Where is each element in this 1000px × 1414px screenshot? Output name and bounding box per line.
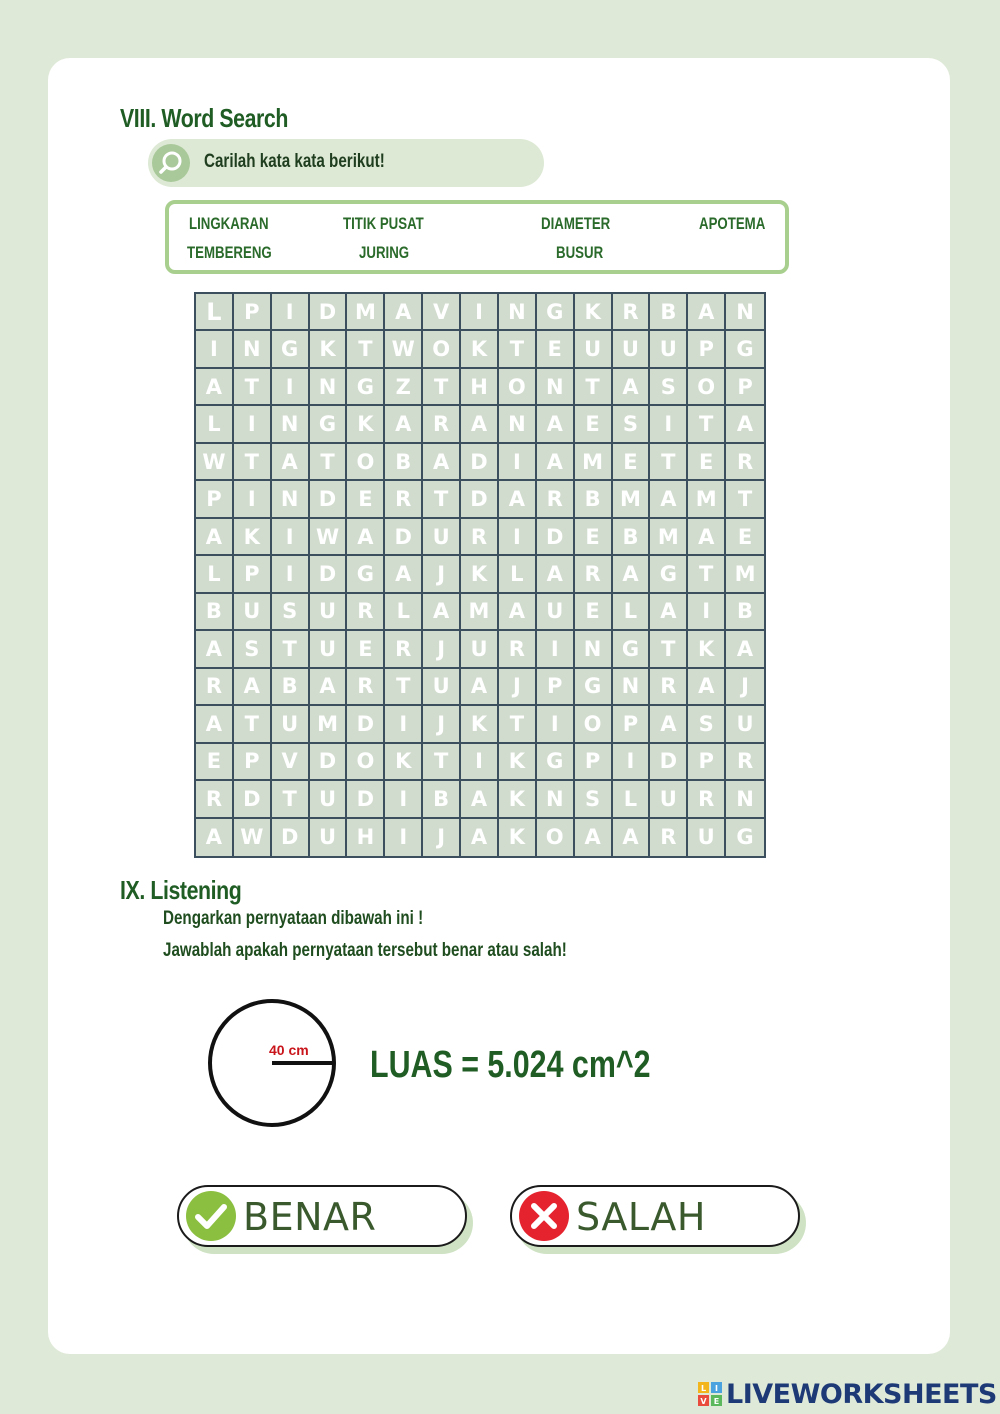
grid-cell[interactable]: N (499, 294, 537, 331)
grid-cell[interactable]: E (688, 444, 726, 481)
grid-cell[interactable]: Z (385, 369, 423, 406)
grid-cell[interactable]: T (423, 369, 461, 406)
benar-label: BENAR (243, 1195, 377, 1239)
grid-cell[interactable]: T (650, 444, 688, 481)
grid-cell[interactable]: G (272, 331, 310, 368)
grid-cell[interactable]: S (613, 406, 651, 443)
grid-cell[interactable]: J (726, 669, 764, 706)
grid-cell[interactable]: A (726, 406, 764, 443)
grid-cell[interactable]: G (347, 556, 385, 593)
grid-cell[interactable]: R (726, 744, 764, 781)
grid-cell[interactable]: D (650, 744, 688, 781)
grid-cell[interactable]: I (613, 744, 651, 781)
grid-cell[interactable]: R (537, 481, 575, 518)
grid-cell[interactable]: T (499, 331, 537, 368)
grid-cell[interactable]: D (310, 744, 348, 781)
instruction-text: Carilah kata kata berikut! (204, 151, 385, 172)
grid-cell[interactable]: M (613, 481, 651, 518)
grid-cell[interactable]: A (613, 556, 651, 593)
grid-cell[interactable]: R (575, 556, 613, 593)
grid-cell[interactable]: G (537, 744, 575, 781)
grid-cell[interactable]: K (499, 819, 537, 856)
grid-cell[interactable]: R (650, 669, 688, 706)
grid-cell[interactable]: A (650, 706, 688, 743)
grid-cell[interactable]: A (499, 594, 537, 631)
grid-cell[interactable]: O (537, 819, 575, 856)
grid-cell[interactable]: A (423, 594, 461, 631)
grid-cell[interactable]: A (461, 781, 499, 818)
grid-cell[interactable]: U (575, 331, 613, 368)
check-icon (185, 1190, 237, 1242)
logo-letter: V (700, 1397, 707, 1406)
grid-cell[interactable]: S (272, 594, 310, 631)
word-item: TEMBERENG (187, 243, 272, 262)
grid-cell[interactable]: I (234, 406, 272, 443)
grid-cell[interactable]: U (650, 781, 688, 818)
grid-cell[interactable]: U (310, 819, 348, 856)
salah-button[interactable] (510, 1185, 800, 1247)
grid-cell[interactable]: N (575, 631, 613, 668)
grid-cell[interactable]: U (310, 594, 348, 631)
grid-cell[interactable]: L (196, 294, 234, 331)
grid-cell[interactable]: H (347, 819, 385, 856)
grid-cell[interactable]: G (575, 669, 613, 706)
grid-cell[interactable]: M (726, 556, 764, 593)
grid-cell[interactable]: J (423, 631, 461, 668)
grid-cell[interactable]: R (726, 444, 764, 481)
instruction-pill (148, 139, 544, 187)
grid-cell[interactable]: P (575, 744, 613, 781)
grid-cell[interactable]: E (347, 481, 385, 518)
grid-cell[interactable]: A (347, 519, 385, 556)
grid-cell[interactable]: P (613, 706, 651, 743)
benar-button[interactable] (177, 1185, 467, 1247)
word-item: JURING (359, 243, 410, 262)
grid-cell[interactable]: B (650, 294, 688, 331)
grid-cell[interactable]: R (385, 631, 423, 668)
grid-cell[interactable]: A (234, 669, 272, 706)
grid-cell[interactable]: K (499, 744, 537, 781)
grid-cell[interactable]: N (499, 406, 537, 443)
grid-cell[interactable]: J (423, 706, 461, 743)
grid-cell[interactable]: A (385, 294, 423, 331)
grid-cell[interactable]: E (575, 594, 613, 631)
grid-cell[interactable]: T (385, 669, 423, 706)
listening-title: IX. Listening (120, 875, 242, 905)
grid-cell[interactable]: A (385, 556, 423, 593)
grid-cell[interactable]: S (650, 369, 688, 406)
grid-cell[interactable]: L (499, 556, 537, 593)
grid-cell[interactable]: I (537, 706, 575, 743)
grid-cell[interactable]: I (499, 519, 537, 556)
grid-cell[interactable]: D (310, 556, 348, 593)
grid-cell[interactable]: P (726, 369, 764, 406)
grid-cell[interactable]: T (688, 406, 726, 443)
grid-cell[interactable]: S (234, 631, 272, 668)
search-icon (152, 144, 190, 182)
grid-cell[interactable]: I (234, 481, 272, 518)
liveworksheets-logo[interactable] (698, 1378, 997, 1410)
grid-cell[interactable]: U (461, 631, 499, 668)
grid-cell[interactable]: N (726, 781, 764, 818)
grid-cell[interactable]: B (726, 594, 764, 631)
grid-cell[interactable]: U (423, 669, 461, 706)
grid-cell[interactable]: P (688, 331, 726, 368)
liveworksheets-logo-icon (698, 1382, 722, 1406)
grid-cell[interactable]: G (537, 294, 575, 331)
grid-cell[interactable]: S (688, 706, 726, 743)
grid-cell[interactable]: P (196, 481, 234, 518)
grid-cell[interactable]: G (310, 406, 348, 443)
grid-cell[interactable]: L (613, 781, 651, 818)
logo-letter: I (715, 1384, 718, 1393)
word-item: DIAMETER (541, 214, 611, 233)
grid-cell[interactable]: G (347, 369, 385, 406)
grid-cell[interactable]: U (272, 706, 310, 743)
grid-cell[interactable]: U (310, 631, 348, 668)
grid-cell[interactable]: D (272, 819, 310, 856)
grid-cell[interactable]: I (385, 819, 423, 856)
grid-cell[interactable]: N (310, 369, 348, 406)
grid-cell[interactable]: K (347, 406, 385, 443)
grid-cell[interactable]: K (310, 331, 348, 368)
grid-cell[interactable]: B (196, 594, 234, 631)
grid-cell[interactable]: U (537, 594, 575, 631)
grid-cell[interactable]: A (196, 369, 234, 406)
grid-cell[interactable]: U (423, 519, 461, 556)
grid-cell[interactable]: G (613, 631, 651, 668)
grid-cell[interactable]: A (537, 406, 575, 443)
grid-cell[interactable]: E (726, 519, 764, 556)
grid-cell[interactable]: G (736, 825, 754, 850)
grid-cell[interactable]: T (234, 706, 272, 743)
radius-label: 40 cm (269, 1042, 309, 1058)
grid-cell[interactable]: U (613, 331, 651, 368)
grid-cell[interactable]: A (196, 519, 234, 556)
grid-cell[interactable]: E (613, 444, 651, 481)
grid-cell[interactable]: A (272, 444, 310, 481)
word-list-box (165, 200, 789, 274)
grid-cell[interactable]: D (461, 444, 499, 481)
grid-cell[interactable]: R (461, 519, 499, 556)
grid-cell[interactable]: N (272, 406, 310, 443)
word-item: TITIK PUSAT (343, 214, 424, 233)
grid-cell[interactable]: I (650, 406, 688, 443)
grid-cell[interactable]: N (613, 669, 651, 706)
grid-cell[interactable]: S (575, 781, 613, 818)
grid-cell[interactable]: W (385, 331, 423, 368)
grid-cell[interactable]: D (310, 481, 348, 518)
grid-cell[interactable]: A (726, 631, 764, 668)
grid-cell[interactable]: J (423, 556, 461, 593)
grid-cell[interactable]: P (234, 294, 272, 331)
grid-cell[interactable]: A (385, 406, 423, 443)
grid-cell[interactable]: I (272, 369, 310, 406)
grid-cell[interactable]: P (537, 669, 575, 706)
grid-cell[interactable]: B (575, 481, 613, 518)
grid-cell[interactable]: U (650, 331, 688, 368)
grid-cell[interactable]: V (272, 744, 310, 781)
grid-cell[interactable]: M (575, 444, 613, 481)
grid-cell[interactable]: A (650, 594, 688, 631)
grid-cell[interactable]: T (423, 481, 461, 518)
grid-cell[interactable]: B (385, 444, 423, 481)
grid-cell[interactable]: O (423, 331, 461, 368)
grid-cell[interactable]: O (347, 744, 385, 781)
grid-cell[interactable]: L (196, 556, 234, 593)
grid-cell[interactable]: T (272, 781, 310, 818)
grid-cell[interactable]: K (461, 706, 499, 743)
grid-cell[interactable]: A (196, 819, 234, 856)
grid-cell[interactable]: M (347, 294, 385, 331)
grid-cell[interactable]: B (613, 519, 651, 556)
grid-cell[interactable]: O (688, 369, 726, 406)
grid-cell[interactable]: T (347, 331, 385, 368)
grid-cell[interactable]: D (310, 294, 348, 331)
grid-cell[interactable]: A (423, 444, 461, 481)
grid-cell[interactable]: N (234, 331, 272, 368)
grid-cell[interactable]: T (234, 369, 272, 406)
grid-cell[interactable]: I (385, 781, 423, 818)
grid-cell[interactable]: I (461, 294, 499, 331)
grid-cell[interactable]: N (726, 294, 764, 331)
circle-diagram (205, 996, 345, 1132)
grid-cell[interactable]: B (272, 669, 310, 706)
grid-cell[interactable]: W (310, 519, 348, 556)
cross-icon (518, 1190, 570, 1242)
grid-cell[interactable]: R (613, 294, 651, 331)
grid-cell[interactable]: T (310, 444, 348, 481)
grid-cell[interactable]: A (310, 669, 348, 706)
grid-cell[interactable]: T (650, 631, 688, 668)
listening-instruction-1: Dengarkan pernyataan dibawah ini ! (163, 908, 424, 929)
grid-cell[interactable]: G (650, 556, 688, 593)
grid-cell[interactable]: O (499, 369, 537, 406)
grid-cell[interactable]: I (688, 594, 726, 631)
grid-cell[interactable]: K (499, 781, 537, 818)
grid-cell[interactable]: P (234, 556, 272, 593)
grid-cell[interactable]: L (385, 594, 423, 631)
grid-cell[interactable]: A (613, 369, 651, 406)
grid-cell[interactable]: B (423, 781, 461, 818)
word-item: APOTEMA (699, 214, 766, 233)
area-formula: LUAS = 5.024 cm^2 (370, 1044, 651, 1086)
listening-instruction-2: Jawablah apakah pernyataan tersebut benar atau salah! (163, 940, 567, 961)
grid-cell[interactable]: V (423, 294, 461, 331)
grid-cell[interactable]: T (234, 444, 272, 481)
grid-cell[interactable]: R (688, 781, 726, 818)
grid-cell[interactable]: N (537, 781, 575, 818)
grid-cell[interactable]: J (423, 819, 461, 856)
grid-cell[interactable]: T (575, 369, 613, 406)
grid-cell[interactable]: E (347, 631, 385, 668)
grid-cell[interactable]: T (272, 631, 310, 668)
grid-cell[interactable]: G (726, 331, 764, 368)
word-search-grid[interactable] (194, 292, 766, 858)
grid-cell[interactable]: K (461, 331, 499, 368)
grid-cell[interactable]: E (537, 331, 575, 368)
word-item: LINGKARAN (189, 214, 269, 233)
grid-cell[interactable]: A (650, 481, 688, 518)
salah-label: SALAH (576, 1195, 706, 1239)
grid-cell[interactable]: U (688, 819, 726, 856)
grid-cell[interactable]: D (537, 519, 575, 556)
grid-cell[interactable]: K (688, 631, 726, 668)
grid-cell[interactable]: A (688, 669, 726, 706)
grid-cell[interactable]: R (499, 631, 537, 668)
grid-cell[interactable]: K (385, 744, 423, 781)
grid-cell[interactable]: U (310, 781, 348, 818)
grid-cell[interactable]: A (196, 631, 234, 668)
grid-cell[interactable]: A (461, 819, 499, 856)
liveworksheets-wordmark: LIVEWORKSHEETS (726, 1378, 997, 1410)
logo-letter: E (713, 1397, 720, 1406)
grid-cell[interactable]: I (272, 294, 310, 331)
grid-cell[interactable]: W (196, 444, 234, 481)
grid-cell[interactable]: T (688, 556, 726, 593)
grid-cell[interactable]: D (385, 519, 423, 556)
grid-cell[interactable]: O (575, 706, 613, 743)
grid-cell[interactable]: A (575, 819, 613, 856)
word-item: BUSUR (556, 243, 604, 262)
grid-cell[interactable]: P (234, 744, 272, 781)
grid-cell[interactable]: M (461, 594, 499, 631)
grid-cell[interactable]: I (272, 556, 310, 593)
grid-cell[interactable]: R (196, 781, 234, 818)
grid-cell[interactable]: R (347, 669, 385, 706)
grid-cell[interactable]: D (234, 781, 272, 818)
grid-cell[interactable]: T (423, 744, 461, 781)
grid-cell[interactable]: M (310, 706, 348, 743)
grid-cell[interactable]: I (461, 744, 499, 781)
grid-cell[interactable]: A (461, 669, 499, 706)
grid-cell[interactable]: R (347, 594, 385, 631)
grid-cell[interactable]: I (499, 444, 537, 481)
grid-cell[interactable]: U (234, 594, 272, 631)
grid-cell[interactable]: M (650, 519, 688, 556)
grid-cell[interactable]: R (385, 481, 423, 518)
grid-cell[interactable]: U (726, 706, 764, 743)
grid-cell[interactable]: K (461, 556, 499, 593)
grid-cell[interactable]: O (347, 444, 385, 481)
grid-cell[interactable]: E (196, 744, 234, 781)
grid-cell[interactable]: N (272, 481, 310, 518)
grid-cell[interactable]: A (688, 294, 726, 331)
grid-cell[interactable]: M (688, 481, 726, 518)
grid-cell[interactable]: T (499, 706, 537, 743)
grid-cell[interactable]: L (613, 594, 651, 631)
grid-cell[interactable]: I (272, 519, 310, 556)
grid-cell[interactable]: D (461, 481, 499, 518)
grid-cell[interactable]: A (196, 706, 234, 743)
grid-cell[interactable]: A (613, 819, 651, 856)
grid-cell[interactable]: D (347, 781, 385, 818)
grid-cell[interactable]: I (537, 631, 575, 668)
grid-cell[interactable]: E (575, 519, 613, 556)
grid-cell[interactable]: A (688, 519, 726, 556)
grid-cell[interactable]: R (650, 819, 688, 856)
grid-cell[interactable]: K (234, 519, 272, 556)
grid-cell[interactable]: K (575, 294, 613, 331)
word-search-title: VIII. Word Search (120, 103, 288, 133)
grid-cell[interactable]: W (234, 819, 272, 856)
grid-cell[interactable]: P (688, 744, 726, 781)
grid-cell[interactable]: A (537, 556, 575, 593)
grid-cell[interactable]: T (726, 481, 764, 518)
grid-cell[interactable]: L (196, 406, 234, 443)
grid-cell[interactable]: A (461, 406, 499, 443)
grid-cell[interactable]: R (423, 406, 461, 443)
grid-cell[interactable]: N (537, 369, 575, 406)
grid-cell[interactable]: J (499, 669, 537, 706)
logo-letter: L (700, 1384, 707, 1393)
grid-cell[interactable]: D (347, 706, 385, 743)
grid-cell[interactable]: H (461, 369, 499, 406)
grid-cell[interactable]: I (196, 331, 234, 368)
grid-cell[interactable]: E (575, 406, 613, 443)
grid-cell[interactable]: A (499, 481, 537, 518)
grid-cell[interactable]: I (385, 706, 423, 743)
grid-cell[interactable]: A (537, 444, 575, 481)
grid-cell[interactable]: R (196, 669, 234, 706)
